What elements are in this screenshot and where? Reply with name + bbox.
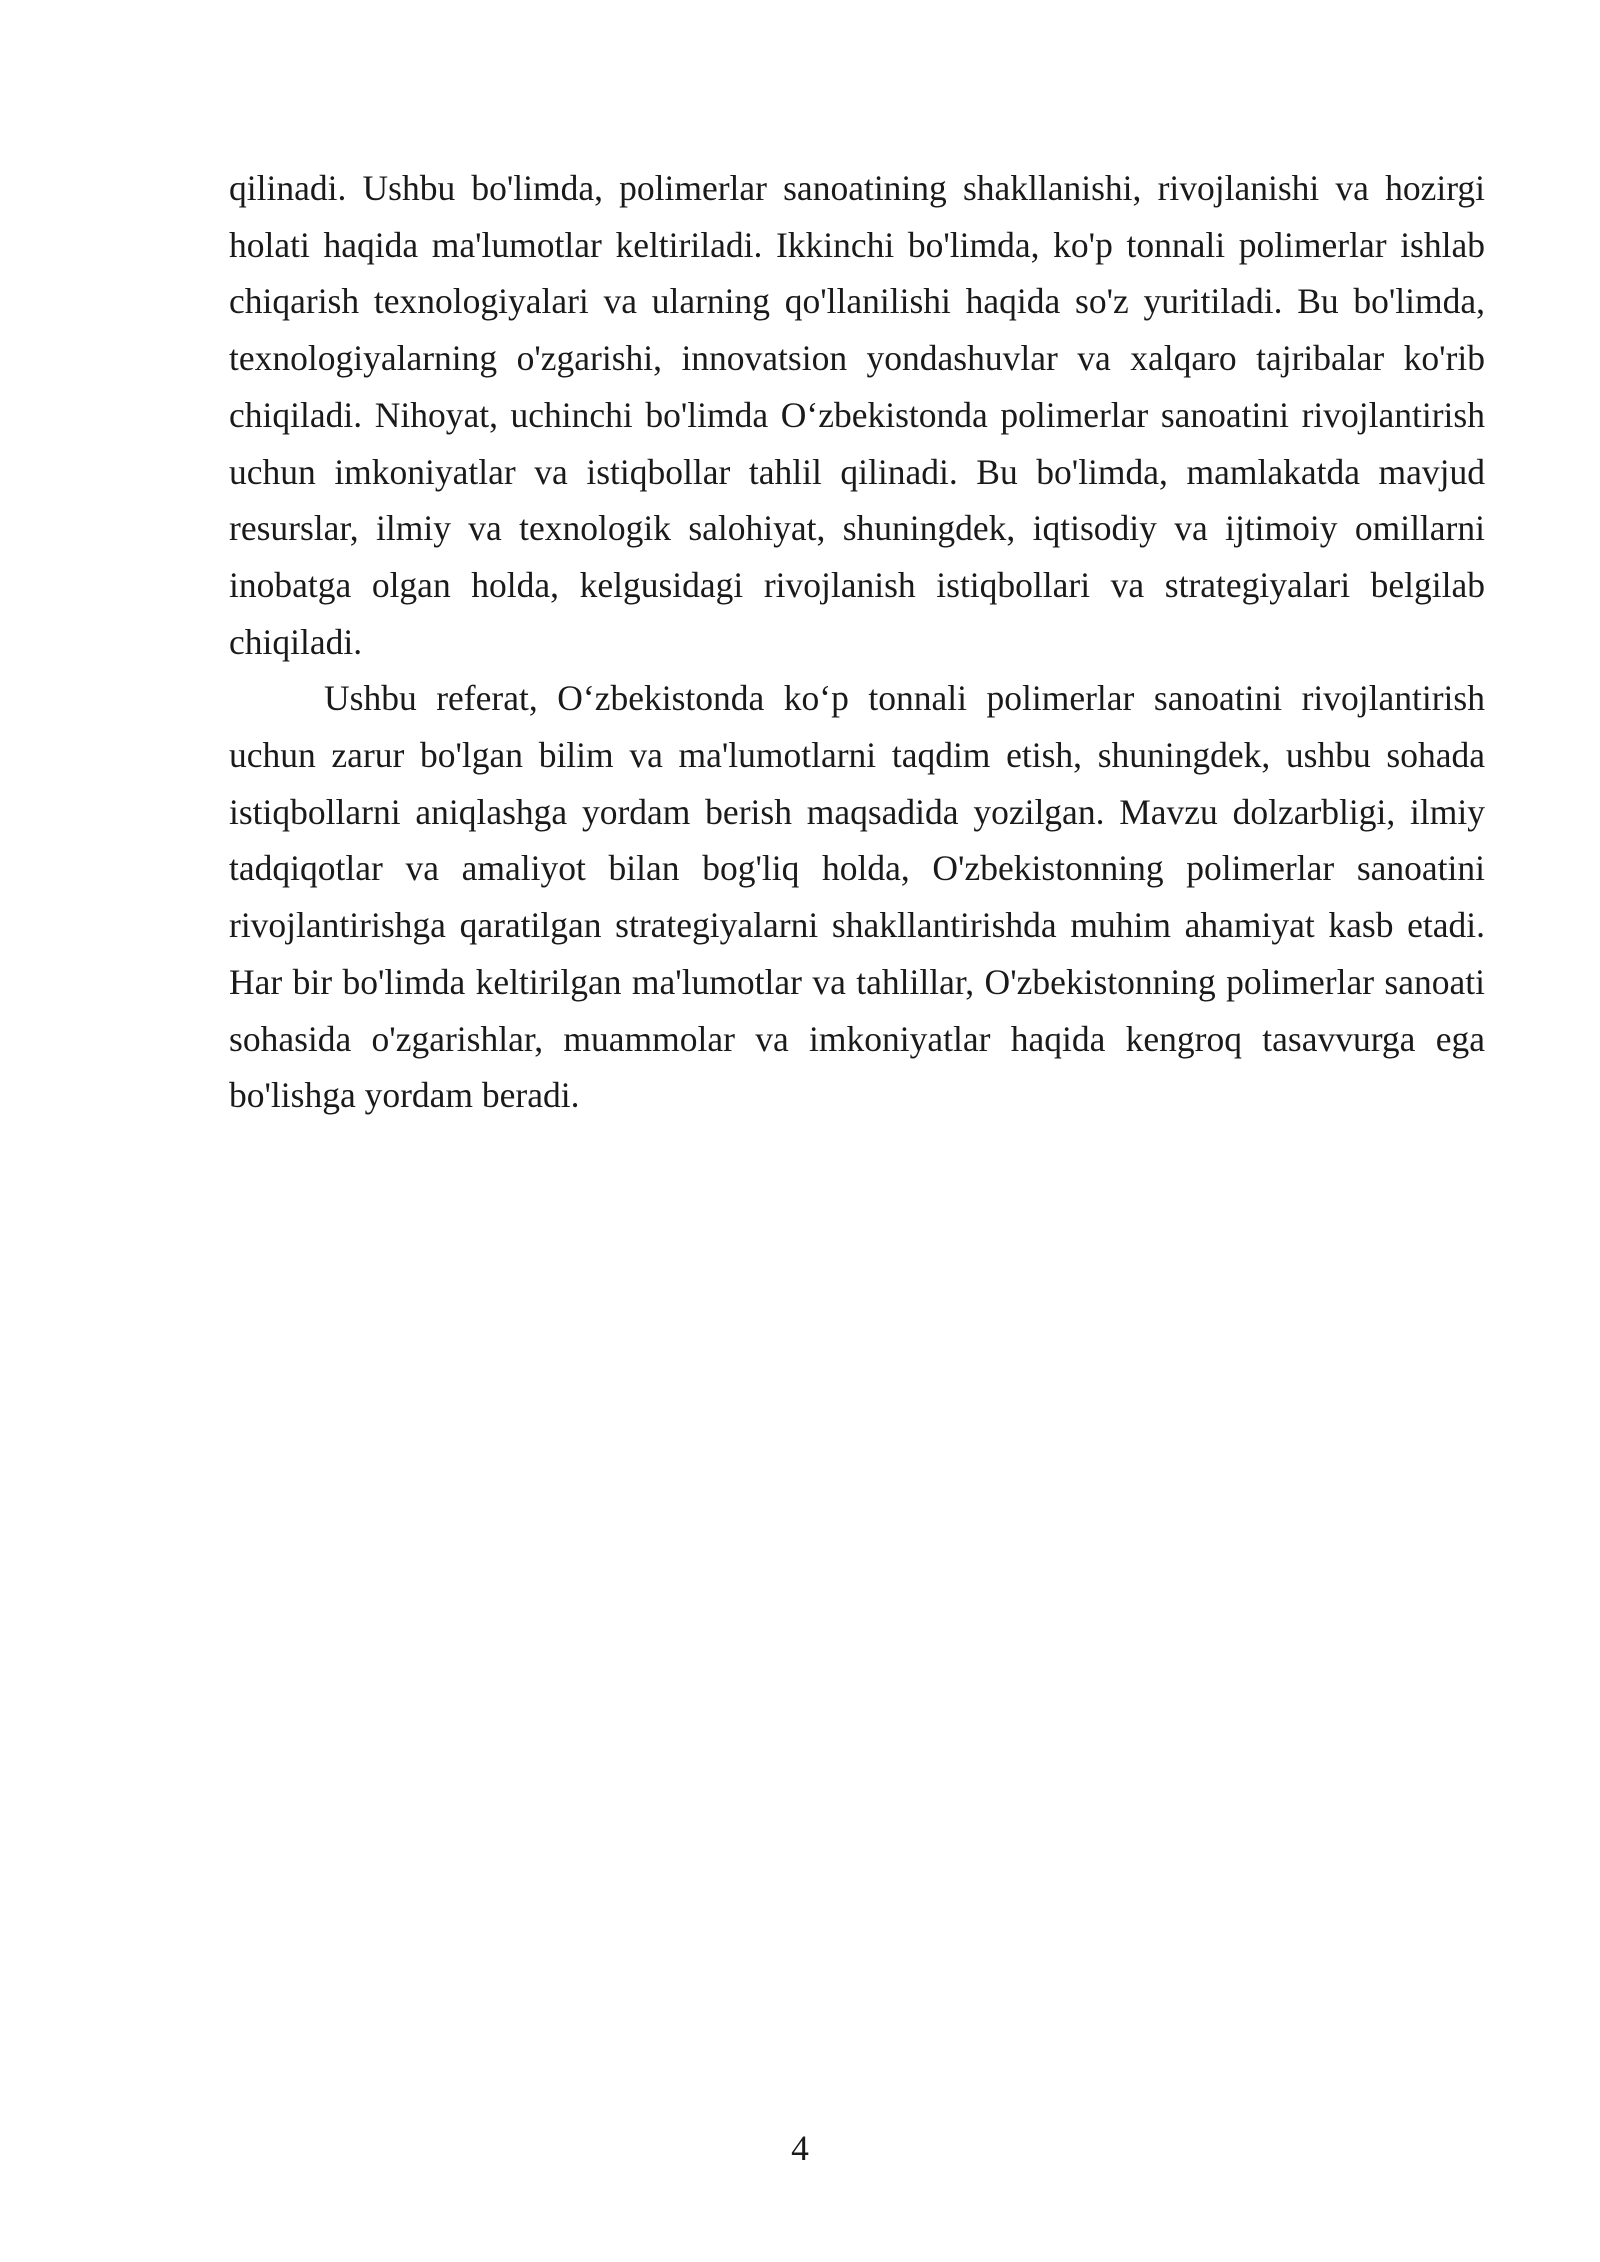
page-number: 4 bbox=[791, 2128, 809, 2168]
paragraph-continuation: qilinadi. Ushbu bo'limda, polimerlar sanoatining shakllanishi, rivojlanishi va hozirgi holati haqida ma'lumotlar keltiriladi. Ikkinchi bo'limda, ko'p tonnali polimerlar ishlab chiqarish texnologiyalari va ularning qo'llanilishi haqida so'z yuritiladi. Bu bo'limda, texnologiyalarning o'zgarishi, innovatsion yondashuvlar va xalqaro tajribalar ko'rib chiqiladi. Nihoyat, uchinchi bo'limda O‘zbekistonda polimerlar sanoatini rivojlantirish uchun imkoniyatlar va istiqbollar tahlil qilinadi. Bu bo'limda, mamlakatda mavjud resurslar, ilmiy va texnologik salohiyat, shuningdek, iqtisodiy va ijtimoiy omillarni inobatga olgan holda, kelgusidagi rivojlanish istiqbollari va strategiyalari belgilab chiqiladi. bbox=[229, 168, 1485, 662]
body-text bbox=[229, 160, 1485, 1124]
paragraph-summary: Ushbu referat, O‘zbekistonda ko‘p tonnali polimerlar sanoatini rivojlantirish uchun zarur bo'lgan bilim va ma'lumotlarni taqdim etish, shuningdek, ushbu sohada istiqbollarni aniqlashga yordam berish maqsadida yozilgan. Mavzu dolzarbligi, ilmiy tadqiqotlar va amaliyot bilan bog'liq holda, O'zbekistonning polimerlar sanoatini rivojlantirishga qaratilgan strategiyalarni shakllantirishda muhim ahamiyat kasb etadi. Har bir bo'limda keltirilgan ma'lumotlar va tahlillar, O'zbekistonning polimerlar sanoati sohasida o'zgarishlar, muammolar va imkoniyatlar haqida kengroq tasavvurga ega bo'lishga yordam beradi. bbox=[229, 678, 1485, 1116]
